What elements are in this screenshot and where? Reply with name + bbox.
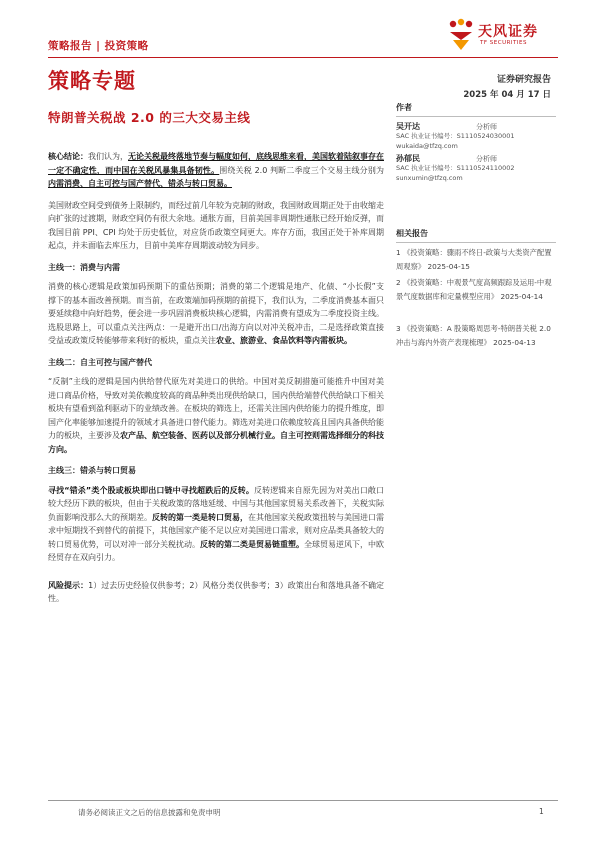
- risk-text: 1）过去历史经验仅供参考；2）风格分类仅供参考；3）政策出台和落地具备不确定性。: [48, 580, 384, 603]
- consumption-text: 消费的核心逻辑是政策加码预期下的重估预期；消费的第二个逻辑是地产、化债、“小长假”支撑下的基本面改善预期。而当前，在政策端加码预期的前提下，我们认为，二季度消费基本面只要延续稳中向好趋势，便会进一步巩固消费板块核心逻辑，内需消费有望成为二季度投资主线。选股思路上，可以重点关注两点：一是避开出口/出海方向以对冲关税冲击，二是选择政策直接受益或政策反转能够带来利好的板块，重点关注: [48, 282, 384, 345]
- footer-disclaimer[interactable]: 请务必阅读正文之后的信息披露和免责申明: [78, 808, 221, 817]
- substitution-paragraph: [48, 375, 384, 456]
- logo-name-en: TF SECURITIES: [480, 40, 527, 46]
- author-email[interactable]: sunxumin@tfzq.com: [396, 173, 463, 182]
- section-heading-1: 主线一：消费与内需: [48, 262, 120, 272]
- author-name: 孙郁民: [396, 154, 420, 163]
- report-date: 2025 年 04 月 17 日: [463, 90, 551, 100]
- header-rule: [48, 57, 558, 58]
- risk-warning: [48, 579, 384, 606]
- tf-securities-logo-icon: [447, 18, 475, 52]
- core-conclusion: [48, 150, 384, 191]
- related-rule: [396, 242, 556, 243]
- author-role: 分析师: [476, 123, 497, 131]
- core-bold-1: 无论关税最终落地节奏与幅度如何，底线思维来看，美国软着陆叙事存在一定不确定性，而中国在关税风暴集具备韧性。: [48, 152, 384, 175]
- trade-bold-1: 寻找“错杀”类个股或板块即出口链中寻找超跌后的反转。: [48, 485, 254, 495]
- trade-bold-3: 反转的第二类是贸易链重塑。: [200, 539, 304, 549]
- trade-paragraph: [48, 484, 384, 565]
- trade-text-3: 全球贸易逆风下，中欧经贸存在双向引力。: [48, 539, 384, 562]
- author-sac: SAC 执业证书编号：S1110524110002: [396, 164, 515, 172]
- related-report[interactable]: 1 《投资策略：骤雨不终日-政策与大类资产配置周观察》 2025-04-15: [396, 248, 552, 271]
- substitution-text: “反制”主线的逻辑是国内供给替代原先对美进口的供给。中国对美反制措施可能推升中国对美进口商品价格，导致对美依赖度较高的商品种类出现供给缺口，国内供给端替代供给缺口下相关板块有望看到盈利驱动下的业绩改善。在板块的筛选上，还需关注国内供给能力的提升维度，即国产化率能够加速提升的领域才具备进口替代能力。筛选对美进口依赖度较高且国内具备供给能力的板块，主要涉及: [48, 377, 384, 440]
- consumption-bold: 农业、旅游业、食品饮料等内需板块。: [216, 336, 352, 345]
- core-label: 核心结论：: [48, 152, 88, 161]
- core-text-1: 我们认为，: [88, 152, 128, 161]
- doc-type-heading: 策略专题: [48, 69, 136, 93]
- core-text-2: 围绕关税 2.0 判断二季度三个交易主线分别为: [219, 165, 384, 175]
- core-bold-2: 内需消费、自主可控与国产替代、错杀与转口贸易。: [48, 179, 232, 188]
- related-report[interactable]: 3 《投资策略：A 股策略周思考-特朗普关税 2.0 冲击与海内外资产表现梳理》 2025-04-13: [396, 324, 551, 347]
- macro-paragraph: 美国财政空间受到债务上限制约，而经过前几年较为克制的财政，我国财政周期正处于由收缩走向扩张的过渡期，财政空间仍有很大余地。通胀方面，目前美国非周期性通胀已经开始反弹，而我国目前 PPI、CPI 均处于历史低位，对应货币政策空间更大。库存方面，我国正处于补库周期起点，并未面临去库压力，目前中美库存周期波动较为同步。: [48, 200, 384, 250]
- logo-name-cn: 天风证券: [478, 24, 538, 40]
- author-sac: SAC 执业证书编号：S1110524030001: [396, 132, 515, 140]
- section-heading-2: 主线二：自主可控与国产替代: [48, 357, 152, 367]
- section-heading-3: 主线三：错杀与转口贸易: [48, 466, 136, 475]
- report-category: 策略报告 | 投资策略: [48, 40, 149, 52]
- main-body: [48, 150, 384, 614]
- consumption-paragraph: [48, 280, 384, 348]
- trade-text-1: 反转逻辑来自原先因为对美出口敞口较大经历下跌的板块，但由于关税政策的落地延缓、中国与其他国家贸易关系改善下，关税实际负面影响没那么大的预期差。: [48, 485, 385, 522]
- related-report[interactable]: 2 《投资策略：中观景气度高频跟踪及运用-中观景气度数据库和定量模型应用》 2025-04-14: [396, 278, 552, 301]
- related-heading: 相关报告: [396, 229, 428, 238]
- author-card: [396, 153, 556, 183]
- trade-text-2: 在其他国家关税政策扭转与美国进口需求中短期找不到替代的前提下，其他国家产能不足以应对美国进口需求，则对应品类具备较大的转口贸易优势，可以对冲一部分关税扰动。: [48, 512, 384, 549]
- footer-rule: [48, 800, 558, 801]
- risk-label: 风险提示：: [48, 580, 89, 590]
- report-type: 证券研究报告: [496, 75, 551, 85]
- author-card: [396, 121, 556, 151]
- sidebar: [396, 100, 556, 400]
- authors-rule: [396, 116, 556, 117]
- authors-heading: 作者: [396, 103, 412, 112]
- author-name: 吴开达: [396, 122, 420, 131]
- trade-bold-2: 反转的第一类是转口贸易，: [152, 512, 248, 522]
- author-email[interactable]: wukaida@tfzq.com: [396, 141, 458, 150]
- author-role: 分析师: [476, 155, 497, 163]
- substitution-bold: 农产品、航空装备、医药以及部分机械行业。自主可控则需选择细分的科技方向。: [48, 431, 384, 454]
- report-title: 特朗普关税战 2.0 的三大交易主线: [48, 110, 251, 125]
- page-number: 1: [539, 807, 544, 816]
